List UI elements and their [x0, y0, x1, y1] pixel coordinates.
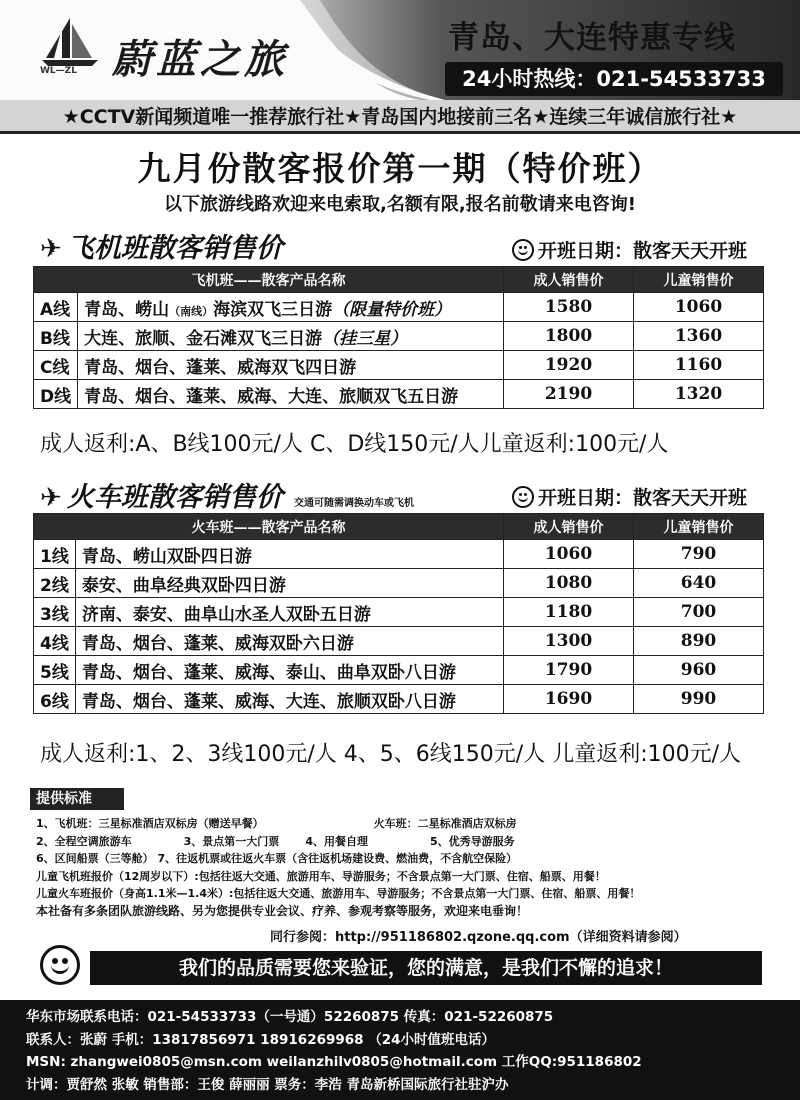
child-price: 640	[634, 569, 764, 598]
route-name-part: 大连、旅顺、金石滩双飞三日游	[84, 328, 323, 349]
flight-departure-info	[512, 236, 747, 263]
adult-price: 1080	[504, 569, 634, 598]
footer-line: 联系人：张蔚 手机：13817856971 18916269968 （24小时值班电话）	[26, 1031, 496, 1048]
table-header-row	[34, 514, 764, 540]
standards-item: 2、全程空调旅游车	[36, 834, 132, 848]
train-departure-text: 开班日期：散客天天开班	[538, 487, 748, 509]
route-code: 2线	[34, 569, 76, 598]
quality-slogan: 我们的品质需要您来验证，您的满意，是我们不懈的追求！	[90, 951, 762, 985]
smiley-icon	[40, 945, 80, 985]
hotline-badge: 24小时热线：021-54533733	[445, 62, 783, 96]
smiley-icon	[512, 486, 534, 508]
child-price: 1360	[634, 322, 764, 351]
train-section-heading	[40, 475, 414, 514]
table-row	[34, 351, 764, 380]
adult-price: 1920	[504, 351, 634, 380]
table-header-child: 儿童销售价	[634, 267, 764, 293]
child-price: 890	[634, 627, 764, 656]
flight-rebate: 成人返利:A、B线100元/人 C、D线150元/人儿童返利:100元/人	[40, 432, 669, 457]
route-name-part: 青岛、崂山	[84, 299, 170, 320]
table-header-child: 儿童销售价	[634, 514, 764, 540]
route-name	[78, 322, 504, 351]
flight-section-heading	[40, 226, 283, 265]
sailboat-logo-icon	[40, 14, 100, 70]
route-code: D线	[34, 380, 78, 409]
header	[0, 0, 800, 100]
footer-line: 计调：贾舒然 张敏 销售部：王俊 薛丽丽 票务：李浩 青岛新桥国际旅行社驻沪办	[26, 1076, 509, 1093]
flight-section-title: 飞机班散客销售价	[66, 233, 283, 264]
table-row	[34, 293, 764, 322]
route-code: A线	[34, 293, 78, 322]
train-section-note: 交通可随需调换动车或飞机	[293, 498, 414, 509]
flight-price-table	[33, 266, 764, 409]
page-title: 九月份散客报价第一期（特价班）	[137, 149, 663, 188]
route-code: 4线	[34, 627, 76, 656]
route-code: B线	[34, 322, 78, 351]
route-name-part: 海滨双飞三日游	[213, 299, 333, 320]
standards-line	[36, 815, 640, 833]
table-row	[34, 380, 764, 409]
adult-price: 1800	[504, 322, 634, 351]
standards-line: 6、区间船票（三等舱） 7、往返机票或往返火车票（含往返机场建设费、燃油费，不含航空保险）	[36, 852, 518, 865]
standards-label: 提供标准	[30, 788, 124, 810]
table-header-adult: 成人销售价	[504, 267, 634, 293]
route-name: 泰安、曲阜经典双卧四日游	[75, 569, 503, 598]
standards-item: 5、优秀导游服务	[429, 834, 515, 848]
adult-price: 1690	[504, 685, 634, 714]
table-row	[34, 540, 764, 569]
standards-item: 1、飞机班：三星标准酒店双标房（赠送早餐）	[36, 817, 264, 830]
flight-departure-text: 开班日期：散客天天开班	[538, 240, 748, 262]
route-name: 青岛、烟台、蓬莱、威海、泰山、曲阜双卧八日游	[75, 656, 503, 685]
table-row	[34, 656, 764, 685]
standards-line	[36, 833, 640, 851]
standards-line: 本社备有多条团队旅游线路、另为您提供专业会议、疗养、参观考察等服务，欢迎来电垂询！	[36, 903, 529, 918]
child-price: 1320	[634, 380, 764, 409]
standards-list	[36, 815, 640, 920]
route-name	[78, 293, 504, 322]
route-name: 青岛、烟台、蓬莱、威海双卧六日游	[75, 627, 503, 656]
train-rebate: 成人返利:1、2、3线100元/人 4、5、6线150元/人 儿童返利:100元/人	[40, 742, 742, 767]
standards-item: 火车班：二星标准酒店双标房	[373, 817, 517, 830]
route-code: 3线	[34, 598, 76, 627]
child-price: 1160	[634, 351, 764, 380]
route-code: C线	[34, 351, 78, 380]
table-header-product: 火车班——散客产品名称	[34, 514, 504, 540]
child-price: 1060	[634, 293, 764, 322]
route-code: 6线	[34, 685, 76, 714]
child-price: 700	[634, 598, 764, 627]
route-code: 5线	[34, 656, 76, 685]
route-code: 1线	[34, 540, 76, 569]
contact-footer	[0, 1000, 800, 1100]
brand-logo-text: 蔚蓝之旅	[112, 36, 288, 83]
child-price: 790	[634, 540, 764, 569]
adult-price: 2190	[504, 380, 634, 409]
adult-price: 1300	[504, 627, 634, 656]
table-header-row	[34, 267, 764, 293]
standards-item: 4、用餐自理	[305, 834, 368, 848]
train-departure-info	[512, 483, 747, 510]
adult-price: 1180	[504, 598, 634, 627]
train-price-table	[33, 513, 764, 714]
route-name: 济南、泰安、曲阜山水圣人双卧五日游	[75, 598, 503, 627]
reference-link[interactable]: 同行参阅：http://951186802.qzone.qq.com（详细资料请参阅）	[270, 930, 687, 945]
standards-item: 3、景点第一大门票	[183, 834, 280, 848]
adult-price: 1060	[504, 540, 634, 569]
airplane-icon: ✈	[40, 234, 62, 264]
route-name-note: （南线）	[169, 304, 214, 318]
logo-sub-text: WL—ZL	[40, 66, 77, 76]
table-row	[34, 685, 764, 714]
child-price: 960	[634, 656, 764, 685]
route-name: 青岛、烟台、蓬莱、威海双飞四日游	[78, 351, 504, 380]
smiley-icon	[512, 239, 534, 261]
train-section-title: 火车班散客销售价	[66, 482, 283, 513]
table-header-product: 飞机班——散客产品名称	[34, 267, 504, 293]
table-row	[34, 598, 764, 627]
table-header-adult: 成人销售价	[504, 514, 634, 540]
route-name: 青岛、烟台、蓬莱、威海、大连、旅顺双飞五日游	[78, 380, 504, 409]
route-name: 青岛、烟台、蓬莱、威海、大连、旅顺双卧八日游	[75, 685, 503, 714]
table-row	[34, 569, 764, 598]
footer-line: MSN: zhangwei0805@msn.com weilanzhilv0805@hotmail.com 工作QQ:951186802	[26, 1054, 642, 1070]
route-tag: （限量特价班）	[332, 299, 452, 320]
airplane-icon: ✈	[40, 483, 62, 513]
footer-line: 华东市场联系电话：021-54533733（一号通）52260875 传真：021-52260875	[26, 1009, 554, 1025]
adult-price: 1580	[504, 293, 634, 322]
route-name: 青岛、崂山双卧四日游	[75, 540, 503, 569]
standards-line: 儿童火车班报价（身高1.1米—1.4米）:包括往返大交通、旅游用车、导游服务；不含景点第一大门票、住宿、船票、用餐！	[36, 887, 641, 900]
table-row	[34, 627, 764, 656]
child-price: 990	[634, 685, 764, 714]
table-row	[34, 322, 764, 351]
tagline-bar: ★CCTV新闻频道唯一推荐旅行社★青岛国内地接前三名★连续三年诚信旅行社★	[0, 100, 800, 134]
header-title: 青岛、大连特惠专线	[448, 20, 736, 56]
standards-line: 儿童飞机班报价（12周岁以下）:包括往返大交通、旅游用车、导游服务；不含景点第一大门票、住宿、船票、用餐！	[36, 869, 606, 883]
page-subtitle: 以下旅游线路欢迎来电索取,名额有限,报名前敬请来电咨询!	[164, 194, 636, 215]
route-tag: （挂三星）	[322, 328, 408, 349]
adult-price: 1790	[504, 656, 634, 685]
